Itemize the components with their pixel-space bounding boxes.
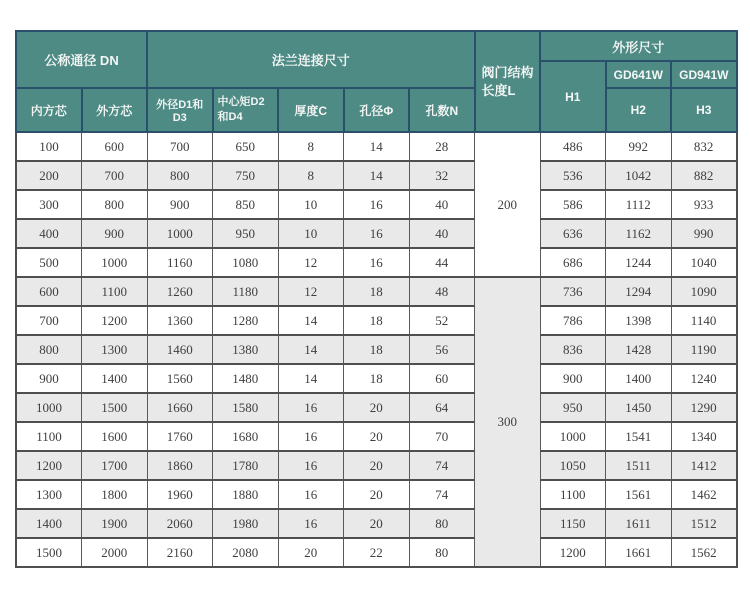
table-row <box>16 335 737 364</box>
cell-h3: 832 <box>671 132 737 161</box>
table-header <box>16 31 737 132</box>
header-row-groups <box>16 31 737 61</box>
cell-center-dist-d2-d4: 850 <box>213 190 279 219</box>
cell-dn-outer: 1400 <box>82 364 148 393</box>
cell-hole-count-n: 32 <box>409 161 475 190</box>
header-h1: H1 <box>540 61 606 132</box>
header-center-dist-line2: 和D4 <box>217 111 243 123</box>
cell-h1: 1050 <box>540 451 606 480</box>
cell-dn-outer: 1300 <box>82 335 148 364</box>
cell-h2: 1244 <box>606 248 672 277</box>
cell-hole-count-n: 56 <box>409 335 475 364</box>
cell-hole-dia-phi: 18 <box>344 364 410 393</box>
cell-hole-dia-phi: 18 <box>344 335 410 364</box>
cell-h3: 1562 <box>671 538 737 567</box>
header-valve-structure-length-line1: 阀门结构 <box>481 64 534 80</box>
cell-dn-outer: 1800 <box>82 480 148 509</box>
table-row <box>16 364 737 393</box>
cell-h1: 836 <box>540 335 606 364</box>
header-gd941w: GD941W <box>671 61 737 88</box>
cell-hole-count-n: 40 <box>409 190 475 219</box>
cell-structure-length-l: 300 <box>475 277 541 567</box>
cell-dn-inner: 400 <box>16 219 82 248</box>
cell-hole-count-n: 52 <box>409 306 475 335</box>
cell-h3: 990 <box>671 219 737 248</box>
cell-thickness-c: 16 <box>278 480 344 509</box>
flange-spec-table <box>15 30 738 568</box>
cell-h3: 933 <box>671 190 737 219</box>
cell-h1: 1200 <box>540 538 606 567</box>
cell-dn-inner: 300 <box>16 190 82 219</box>
cell-h1: 950 <box>540 393 606 422</box>
cell-dn-inner: 1400 <box>16 509 82 538</box>
cell-outer-dia-d1-d3: 1860 <box>147 451 213 480</box>
cell-outer-dia-d1-d3: 1260 <box>147 277 213 306</box>
cell-hole-dia-phi: 18 <box>344 277 410 306</box>
cell-dn-inner: 800 <box>16 335 82 364</box>
cell-center-dist-d2-d4: 1480 <box>213 364 279 393</box>
table-row <box>16 509 737 538</box>
table-row <box>16 451 737 480</box>
cell-h1: 486 <box>540 132 606 161</box>
cell-thickness-c: 12 <box>278 248 344 277</box>
cell-dn-inner: 1300 <box>16 480 82 509</box>
cell-outer-dia-d1-d3: 1360 <box>147 306 213 335</box>
cell-hole-count-n: 70 <box>409 422 475 451</box>
cell-hole-count-n: 74 <box>409 451 475 480</box>
cell-h2: 992 <box>606 132 672 161</box>
cell-outer-dia-d1-d3: 1560 <box>147 364 213 393</box>
cell-h3: 1190 <box>671 335 737 364</box>
cell-dn-outer: 1600 <box>82 422 148 451</box>
cell-thickness-c: 12 <box>278 277 344 306</box>
cell-center-dist-d2-d4: 1280 <box>213 306 279 335</box>
cell-dn-outer: 1100 <box>82 277 148 306</box>
cell-h2: 1400 <box>606 364 672 393</box>
cell-h1: 1000 <box>540 422 606 451</box>
header-gd641w: GD641W <box>606 61 672 88</box>
cell-dn-outer: 600 <box>82 132 148 161</box>
cell-hole-dia-phi: 14 <box>344 132 410 161</box>
cell-outer-dia-d1-d3: 1760 <box>147 422 213 451</box>
header-valve-structure-length <box>475 31 541 132</box>
header-center-dist-line1: 中心矩D2 <box>217 96 265 109</box>
cell-center-dist-d2-d4: 1980 <box>213 509 279 538</box>
cell-hole-dia-phi: 18 <box>344 306 410 335</box>
cell-outer-dia-d1-d3: 800 <box>147 161 213 190</box>
cell-hole-dia-phi: 20 <box>344 509 410 538</box>
cell-h2: 1561 <box>606 480 672 509</box>
cell-hole-dia-phi: 22 <box>344 538 410 567</box>
cell-dn-outer: 1900 <box>82 509 148 538</box>
cell-hole-count-n: 80 <box>409 509 475 538</box>
header-outer-dia: 外径D1和D3 <box>147 88 213 132</box>
cell-thickness-c: 16 <box>278 509 344 538</box>
cell-h2: 1162 <box>606 219 672 248</box>
cell-h3: 1090 <box>671 277 737 306</box>
header-h3: H3 <box>671 88 737 132</box>
cell-hole-dia-phi: 20 <box>344 480 410 509</box>
table-row <box>16 190 737 219</box>
cell-h2: 1428 <box>606 335 672 364</box>
cell-dn-outer: 1200 <box>82 306 148 335</box>
cell-hole-dia-phi: 16 <box>344 190 410 219</box>
table-row <box>16 219 737 248</box>
header-flange-group: 法兰连接尺寸 <box>147 31 475 88</box>
cell-h2: 1611 <box>606 509 672 538</box>
cell-h3: 1462 <box>671 480 737 509</box>
cell-center-dist-d2-d4: 1780 <box>213 451 279 480</box>
cell-outer-dia-d1-d3: 1160 <box>147 248 213 277</box>
cell-hole-count-n: 64 <box>409 393 475 422</box>
cell-dn-inner: 1200 <box>16 451 82 480</box>
cell-hole-dia-phi: 20 <box>344 393 410 422</box>
table-row <box>16 538 737 567</box>
cell-thickness-c: 14 <box>278 364 344 393</box>
table-row <box>16 306 737 335</box>
cell-h2: 1112 <box>606 190 672 219</box>
cell-hole-count-n: 74 <box>409 480 475 509</box>
header-valve-structure-length-line2: 长度L <box>481 82 516 98</box>
cell-hole-dia-phi: 16 <box>344 248 410 277</box>
cell-center-dist-d2-d4: 1380 <box>213 335 279 364</box>
cell-h1: 686 <box>540 248 606 277</box>
cell-h3: 882 <box>671 161 737 190</box>
cell-h1: 586 <box>540 190 606 219</box>
cell-hole-dia-phi: 16 <box>344 219 410 248</box>
cell-dn-inner: 500 <box>16 248 82 277</box>
table-body <box>16 132 737 567</box>
cell-thickness-c: 10 <box>278 190 344 219</box>
cell-center-dist-d2-d4: 750 <box>213 161 279 190</box>
cell-h1: 636 <box>540 219 606 248</box>
cell-h1: 1100 <box>540 480 606 509</box>
table-row <box>16 277 737 306</box>
cell-dn-outer: 1500 <box>82 393 148 422</box>
cell-h3: 1290 <box>671 393 737 422</box>
cell-h1: 900 <box>540 364 606 393</box>
cell-dn-inner: 1100 <box>16 422 82 451</box>
cell-hole-dia-phi: 20 <box>344 451 410 480</box>
cell-h3: 1412 <box>671 451 737 480</box>
cell-dn-inner: 600 <box>16 277 82 306</box>
cell-outer-dia-d1-d3: 2160 <box>147 538 213 567</box>
cell-dn-inner: 900 <box>16 364 82 393</box>
cell-thickness-c: 16 <box>278 451 344 480</box>
cell-outer-dia-d1-d3: 1460 <box>147 335 213 364</box>
cell-dn-outer: 1700 <box>82 451 148 480</box>
cell-center-dist-d2-d4: 2080 <box>213 538 279 567</box>
cell-center-dist-d2-d4: 1680 <box>213 422 279 451</box>
cell-hole-count-n: 44 <box>409 248 475 277</box>
table-row <box>16 248 737 277</box>
cell-h1: 786 <box>540 306 606 335</box>
cell-h2: 1294 <box>606 277 672 306</box>
header-hole-dia: 孔径Φ <box>344 88 410 132</box>
cell-outer-dia-d1-d3: 2060 <box>147 509 213 538</box>
cell-thickness-c: 20 <box>278 538 344 567</box>
header-center-dist <box>213 88 279 132</box>
cell-h1: 1150 <box>540 509 606 538</box>
cell-h2: 1042 <box>606 161 672 190</box>
cell-hole-count-n: 40 <box>409 219 475 248</box>
cell-center-dist-d2-d4: 1180 <box>213 277 279 306</box>
cell-h3: 1140 <box>671 306 737 335</box>
cell-thickness-c: 16 <box>278 422 344 451</box>
cell-hole-dia-phi: 20 <box>344 422 410 451</box>
cell-thickness-c: 8 <box>278 161 344 190</box>
cell-hole-count-n: 60 <box>409 364 475 393</box>
cell-hole-dia-phi: 14 <box>344 161 410 190</box>
cell-thickness-c: 14 <box>278 306 344 335</box>
cell-structure-length-l: 200 <box>475 132 541 277</box>
cell-h2: 1398 <box>606 306 672 335</box>
cell-dn-outer: 700 <box>82 161 148 190</box>
cell-dn-inner: 1500 <box>16 538 82 567</box>
cell-h3: 1512 <box>671 509 737 538</box>
cell-h2: 1511 <box>606 451 672 480</box>
cell-outer-dia-d1-d3: 1660 <box>147 393 213 422</box>
cell-thickness-c: 14 <box>278 335 344 364</box>
cell-outer-dia-d1-d3: 900 <box>147 190 213 219</box>
table-row <box>16 161 737 190</box>
cell-thickness-c: 8 <box>278 132 344 161</box>
cell-h2: 1450 <box>606 393 672 422</box>
header-h2: H2 <box>606 88 672 132</box>
header-hole-count: 孔数N <box>409 88 475 132</box>
cell-center-dist-d2-d4: 1080 <box>213 248 279 277</box>
cell-thickness-c: 16 <box>278 393 344 422</box>
cell-center-dist-d2-d4: 1880 <box>213 480 279 509</box>
header-inner-core: 内方芯 <box>16 88 82 132</box>
cell-dn-inner: 700 <box>16 306 82 335</box>
cell-outer-dia-d1-d3: 1960 <box>147 480 213 509</box>
cell-dn-inner: 200 <box>16 161 82 190</box>
cell-outer-dia-d1-d3: 1000 <box>147 219 213 248</box>
cell-outer-dia-d1-d3: 700 <box>147 132 213 161</box>
cell-dn-inner: 100 <box>16 132 82 161</box>
cell-dn-outer: 800 <box>82 190 148 219</box>
cell-h3: 1340 <box>671 422 737 451</box>
cell-center-dist-d2-d4: 650 <box>213 132 279 161</box>
cell-dn-outer: 2000 <box>82 538 148 567</box>
table-row <box>16 422 737 451</box>
cell-hole-count-n: 80 <box>409 538 475 567</box>
cell-hole-count-n: 48 <box>409 277 475 306</box>
cell-dn-outer: 900 <box>82 219 148 248</box>
table-row <box>16 480 737 509</box>
cell-h2: 1661 <box>606 538 672 567</box>
cell-dn-inner: 1000 <box>16 393 82 422</box>
cell-center-dist-d2-d4: 1580 <box>213 393 279 422</box>
header-row-subcolumns <box>16 88 737 132</box>
header-dn-group: 公称通径 DN <box>16 31 147 88</box>
cell-hole-count-n: 28 <box>409 132 475 161</box>
cell-dn-outer: 1000 <box>82 248 148 277</box>
table-row <box>16 132 737 161</box>
table-row <box>16 393 737 422</box>
header-outer-core: 外方芯 <box>82 88 148 132</box>
cell-h3: 1240 <box>671 364 737 393</box>
cell-thickness-c: 10 <box>278 219 344 248</box>
cell-h1: 736 <box>540 277 606 306</box>
cell-center-dist-d2-d4: 950 <box>213 219 279 248</box>
cell-h3: 1040 <box>671 248 737 277</box>
cell-h1: 536 <box>540 161 606 190</box>
cell-h2: 1541 <box>606 422 672 451</box>
header-outline-group: 外形尺寸 <box>540 31 737 61</box>
header-thickness: 厚度C <box>278 88 344 132</box>
